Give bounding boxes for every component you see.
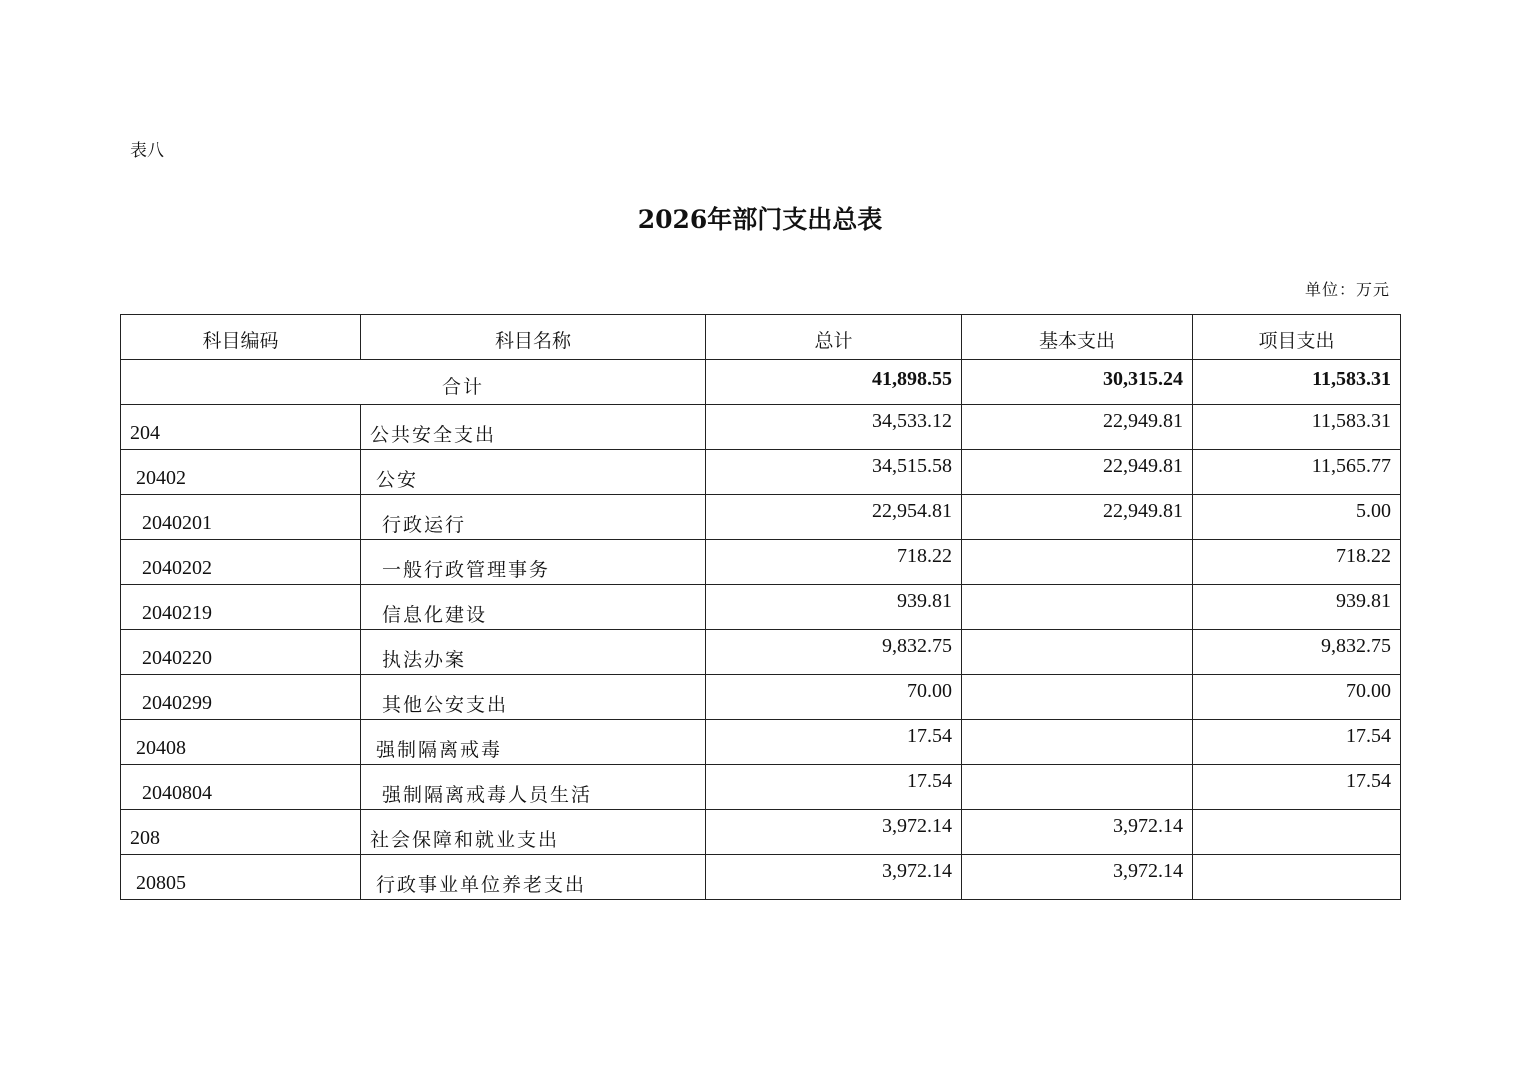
subject-code-cell: 2040201 [121, 495, 361, 540]
column-header-project: 项目支出 [1193, 315, 1401, 360]
basic-expenditure-cell: 3,972.14 [962, 810, 1193, 855]
project-expenditure-cell: 17.54 [1193, 720, 1401, 765]
table-row [121, 495, 1401, 540]
subject-name-cell: 社会保障和就业支出 [361, 810, 706, 855]
header-row [121, 315, 1401, 360]
subject-name-cell: 其他公安支出 [361, 675, 706, 720]
subject-code-cell: 204 [121, 405, 361, 450]
basic-expenditure-cell [962, 720, 1193, 765]
basic-expenditure-cell: 22,949.81 [962, 405, 1193, 450]
subject-code-cell: 2040804 [121, 765, 361, 810]
project-expenditure-cell: 718.22 [1193, 540, 1401, 585]
project-expenditure-cell: 9,832.75 [1193, 630, 1401, 675]
table-row [121, 405, 1401, 450]
subject-name-cell: 行政事业单位养老支出 [361, 855, 706, 900]
project-expenditure-cell: 17.54 [1193, 765, 1401, 810]
total-amount-cell: 34,515.58 [706, 450, 962, 495]
subject-code-cell: 20805 [121, 855, 361, 900]
basic-expenditure-cell: 22,949.81 [962, 450, 1193, 495]
total-sum-total: 41,898.55 [706, 360, 962, 405]
page-title: 2026年部门支出总表 [637, 205, 883, 234]
project-expenditure-cell: 11,565.77 [1193, 450, 1401, 495]
basic-expenditure-cell [962, 585, 1193, 630]
subject-name-cell: 强制隔离戒毒 [361, 720, 706, 765]
total-amount-cell: 17.54 [706, 720, 962, 765]
subject-name-cell: 一般行政管理事务 [361, 540, 706, 585]
total-amount-cell: 9,832.75 [706, 630, 962, 675]
project-expenditure-cell [1193, 855, 1401, 900]
project-expenditure-cell: 11,583.31 [1193, 405, 1401, 450]
column-header-basic: 基本支出 [962, 315, 1193, 360]
subject-name-cell: 行政运行 [361, 495, 706, 540]
subject-name-cell: 强制隔离戒毒人员生活 [361, 765, 706, 810]
column-header-total: 总计 [706, 315, 962, 360]
table-body [121, 360, 1401, 900]
total-sum-project: 11,583.31 [1193, 360, 1401, 405]
basic-expenditure-cell: 22,949.81 [962, 495, 1193, 540]
total-sum-basic: 30,315.24 [962, 360, 1193, 405]
table-row [121, 810, 1401, 855]
total-amount-cell: 17.54 [706, 765, 962, 810]
total-label: 合计 [121, 360, 706, 405]
total-amount-cell: 34,533.12 [706, 405, 962, 450]
total-row [121, 360, 1401, 405]
table-row [121, 540, 1401, 585]
total-amount-cell: 22,954.81 [706, 495, 962, 540]
table-row [121, 765, 1401, 810]
subject-code-cell: 2040219 [121, 585, 361, 630]
project-expenditure-cell [1193, 810, 1401, 855]
column-header-name: 科目名称 [361, 315, 706, 360]
project-expenditure-cell: 70.00 [1193, 675, 1401, 720]
basic-expenditure-cell [962, 540, 1193, 585]
subject-code-cell: 208 [121, 810, 361, 855]
table-number-label: 表八 [130, 141, 164, 161]
total-amount-cell: 70.00 [706, 675, 962, 720]
subject-name-cell: 信息化建设 [361, 585, 706, 630]
unit-label: 单位：万元 [1304, 280, 1390, 299]
expenditure-table [120, 314, 1401, 900]
project-expenditure-cell: 5.00 [1193, 495, 1401, 540]
total-amount-cell: 718.22 [706, 540, 962, 585]
project-expenditure-cell: 939.81 [1193, 585, 1401, 630]
table-row [121, 450, 1401, 495]
table-row [121, 630, 1401, 675]
subject-code-cell: 2040220 [121, 630, 361, 675]
basic-expenditure-cell [962, 630, 1193, 675]
column-header-code: 科目编码 [121, 315, 361, 360]
total-amount-cell: 939.81 [706, 585, 962, 630]
table-row [121, 720, 1401, 765]
subject-code-cell: 2040299 [121, 675, 361, 720]
subject-name-cell: 公共安全支出 [361, 405, 706, 450]
basic-expenditure-cell [962, 675, 1193, 720]
table-row [121, 585, 1401, 630]
total-amount-cell: 3,972.14 [706, 810, 962, 855]
subject-name-cell: 执法办案 [361, 630, 706, 675]
subject-name-cell: 公安 [361, 450, 706, 495]
table-row [121, 855, 1401, 900]
subject-code-cell: 20402 [121, 450, 361, 495]
basic-expenditure-cell [962, 765, 1193, 810]
total-amount-cell: 3,972.14 [706, 855, 962, 900]
basic-expenditure-cell: 3,972.14 [962, 855, 1193, 900]
subject-code-cell: 2040202 [121, 540, 361, 585]
subject-code-cell: 20408 [121, 720, 361, 765]
table-row [121, 675, 1401, 720]
